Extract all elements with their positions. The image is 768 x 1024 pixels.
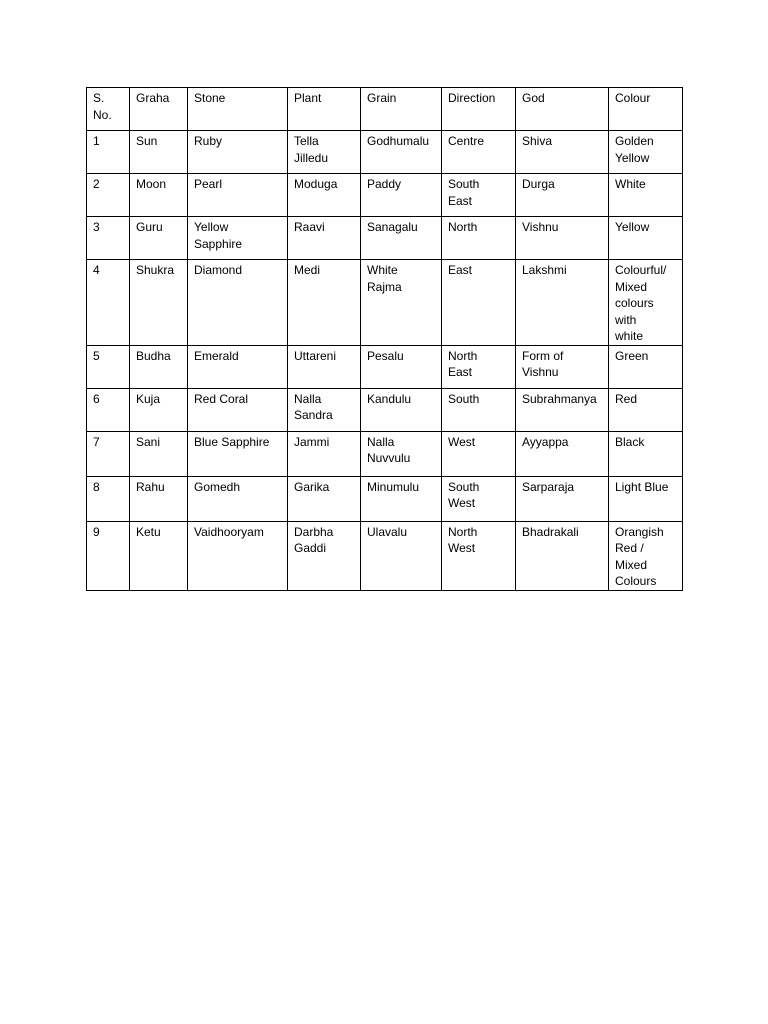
table-cell: White Rajma — [361, 260, 442, 346]
table-row — [87, 345, 683, 388]
table-cell: North East — [442, 345, 516, 388]
table-cell: Vishnu — [516, 217, 609, 260]
table-cell: 3 — [87, 217, 130, 260]
table-row — [87, 131, 683, 174]
table-cell: Shukra — [130, 260, 188, 346]
table-cell: Durga — [516, 174, 609, 217]
table-cell: Golden Yellow — [609, 131, 683, 174]
table-cell: Ulavalu — [361, 521, 442, 590]
table-cell: Subrahmanya — [516, 388, 609, 431]
table-row — [87, 260, 683, 346]
table-cell: Darbha Gaddi — [288, 521, 361, 590]
table-cell: Light Blue — [609, 476, 683, 521]
table-cell: Gomedh — [188, 476, 288, 521]
table-cell: Moon — [130, 174, 188, 217]
table-cell: Kandulu — [361, 388, 442, 431]
table-cell: Black — [609, 431, 683, 476]
table-cell: 9 — [87, 521, 130, 590]
table-cell: Green — [609, 345, 683, 388]
table-cell: Pearl — [188, 174, 288, 217]
table-cell: Red — [609, 388, 683, 431]
table-cell: 4 — [87, 260, 130, 346]
table-cell: Sun — [130, 131, 188, 174]
header-cell: Graha — [130, 88, 188, 131]
table-cell: Ketu — [130, 521, 188, 590]
table-cell: Medi — [288, 260, 361, 346]
table-cell: Bhadrakali — [516, 521, 609, 590]
table-cell: Orangish Red / Mixed Colours — [609, 521, 683, 590]
header-cell: Direction — [442, 88, 516, 131]
table-cell: South — [442, 388, 516, 431]
header-cell: Plant — [288, 88, 361, 131]
table-cell: 7 — [87, 431, 130, 476]
header-cell: Stone — [188, 88, 288, 131]
table-header-row — [87, 88, 683, 131]
table-row — [87, 174, 683, 217]
table-row — [87, 388, 683, 431]
table-cell: Minumulu — [361, 476, 442, 521]
header-cell: Grain — [361, 88, 442, 131]
table-cell: Ruby — [188, 131, 288, 174]
table-cell: Nalla Sandra — [288, 388, 361, 431]
table-cell: White — [609, 174, 683, 217]
table-cell: Colourful/ Mixed colours with white — [609, 260, 683, 346]
header-cell: S. No. — [87, 88, 130, 131]
table-cell: Centre — [442, 131, 516, 174]
table-cell: 1 — [87, 131, 130, 174]
table-cell: Yellow Sapphire — [188, 217, 288, 260]
table-cell: Raavi — [288, 217, 361, 260]
table-row — [87, 476, 683, 521]
table-row — [87, 521, 683, 590]
table-cell: Lakshmi — [516, 260, 609, 346]
table-cell: Tella Jilledu — [288, 131, 361, 174]
table-cell: Diamond — [188, 260, 288, 346]
table-cell: West — [442, 431, 516, 476]
table-cell: Budha — [130, 345, 188, 388]
table-cell: North — [442, 217, 516, 260]
table-cell: Shiva — [516, 131, 609, 174]
table-cell: Kuja — [130, 388, 188, 431]
table-cell: Sanagalu — [361, 217, 442, 260]
table-row — [87, 431, 683, 476]
table-cell: 8 — [87, 476, 130, 521]
table-cell: Sani — [130, 431, 188, 476]
table-cell: Guru — [130, 217, 188, 260]
table-cell: Emerald — [188, 345, 288, 388]
table-cell: Vaidhooryam — [188, 521, 288, 590]
table-cell: Garika — [288, 476, 361, 521]
header-cell: Colour — [609, 88, 683, 131]
header-cell: God — [516, 88, 609, 131]
table-cell: Rahu — [130, 476, 188, 521]
table-cell: North West — [442, 521, 516, 590]
table-cell: Jammi — [288, 431, 361, 476]
table-cell: Pesalu — [361, 345, 442, 388]
table-cell: 6 — [87, 388, 130, 431]
table-cell: Form of Vishnu — [516, 345, 609, 388]
table-cell: Yellow — [609, 217, 683, 260]
table-cell: Uttareni — [288, 345, 361, 388]
table-cell: 2 — [87, 174, 130, 217]
table-cell: Godhumalu — [361, 131, 442, 174]
table-cell: 5 — [87, 345, 130, 388]
table-cell: South West — [442, 476, 516, 521]
table-cell: Nalla Nuvvulu — [361, 431, 442, 476]
table-cell: Blue Sapphire — [188, 431, 288, 476]
table-cell: Ayyappa — [516, 431, 609, 476]
table-cell: Red Coral — [188, 388, 288, 431]
table-cell: Moduga — [288, 174, 361, 217]
table-cell: Paddy — [361, 174, 442, 217]
table-cell: East — [442, 260, 516, 346]
table-cell: Sarparaja — [516, 476, 609, 521]
table-row — [87, 217, 683, 260]
graha-table — [86, 87, 683, 591]
table-cell: South East — [442, 174, 516, 217]
